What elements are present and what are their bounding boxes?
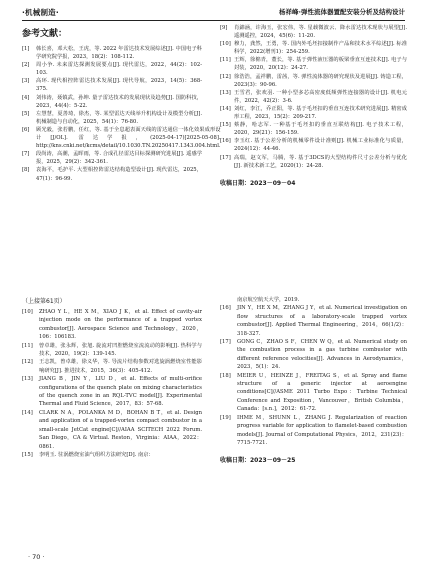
reference-text: 李明玉. 驻涡燃烧室油气组织方法研究[D]. 南京： (39, 451, 154, 458)
reference-text: ZHAO Y L，HE X M，XIAO J K，et al. Effect of cavity-air injection mode on the performance of a trapped vortex combustor[J]. Aerospace Science and Technology，2020，106：106183. (39, 309, 202, 341)
reference-number: [19] (220, 414, 231, 421)
reference-number: [2] (22, 62, 30, 69)
received-date-2: 收稿日期：2023－09－25 (220, 457, 296, 465)
reference-text: 顾光毅，张若鹏，任红，等. 基于全息超表面天线的雷达通信一体化效果成形设计[J/OL]. 雷达学报，(2025-04-17)[2025-05-08]. http://kns.cnki.net/kcms/detail/10.1030.TN.20250417.1343.004.html. (36, 126, 221, 150)
reference-number: [15] (22, 451, 33, 458)
reference-entry (22, 308, 202, 342)
reference-entry (220, 137, 407, 153)
reference-number: [15] (220, 122, 231, 129)
reference-entry (220, 89, 407, 105)
continued-from-note: （上接第61页） (22, 298, 66, 305)
reference-number: [10] (220, 41, 231, 48)
reference-text: 王志凯，曾卓雄，徐义华，等. 导流片结构参数对选旋涡燃烧室性能影响研究[J]. 推进技术，2015，36(3)：405-412. (39, 359, 202, 374)
reference-text: 徐浩浩，孟祥鹏，雷茜，等. 弹性流体器的研究现状及进展[J]. 铸造工程，2023(3)：90-96. (234, 73, 407, 88)
reference-number: [7] (22, 151, 30, 158)
reference-text: 高环. 现代相控阵雷达技术发展[J]. 现代导航，2023，14(5)：368-375. (36, 78, 202, 93)
reference-number: [11] (22, 342, 33, 349)
reference-number: [16] (220, 138, 231, 145)
reference-entry (220, 338, 407, 372)
section-separator (22, 284, 405, 290)
references-section (22, 24, 407, 276)
reference-number: [4] (22, 94, 30, 101)
reference-entry (220, 105, 407, 121)
reference-entry (220, 56, 407, 72)
reference-text: 王雪君，张欢羽. 一种小型多芯高密度低频弹性连接器的设计[J]. 机电元件，2022，42(2)：3-6. (234, 89, 407, 104)
reference-entry (220, 304, 407, 338)
reference-text: 刘红，李江，乔正阳，等. 基于毛坯扣的垂直互连技术研究进展[J]. 精密成形工程，2023，15(2)：209-217. (234, 105, 407, 121)
reference-number: [16] (220, 305, 231, 312)
reference-number: [13] (22, 376, 33, 383)
reference-text: 曾卓雄，张永辉，张旭. 旋流对凹腔燃烧室流流动的影响[J]. 热科学与技术，2020，19(2)：139-145. (39, 342, 202, 358)
continued-references-section (22, 296, 407, 551)
reference-entry (220, 372, 407, 414)
reference-text: 肖錦涵，许海玉，张宏伟，等. 星载微波云、降水雷达技术现状与展望[J]. 遥测遥控，2024，45(6)：11-20. (234, 25, 407, 40)
reference-text: MEIER U，HEINZE J，FREITAG S，et al. Spray and flame structure of a generic injector at aeroengine conditions[C]//ASME 2011 Turbo Expo：Turbine Technical Conference and Exposition，Vancouver，British Columbia，Canada：[s.n.]，2012：61-72. (237, 372, 407, 413)
reference-entry (220, 121, 407, 137)
reference-text: 穆力，龚然，王勇，等. 国内外毛坯扣接制作产品和技术水平综述[J]. 标准科学，2022(增刊1)：254-259. (234, 41, 407, 56)
reference-entry (22, 451, 202, 459)
reference-entry (22, 126, 221, 150)
reference-entry (22, 77, 202, 93)
reference-entry (220, 40, 407, 56)
reference-number: [11] (220, 57, 231, 64)
reference-entry (220, 73, 407, 89)
reference-entry (22, 94, 202, 110)
reference-number: [13] (220, 89, 231, 96)
reference-entry (220, 154, 407, 170)
reference-text: 韩长喜，邓大松，王虎，等. 2022 年雷达技术发展综述[J]. 中国电子科学研究院学报，2023，18(2)：108-112. (36, 46, 202, 61)
reference-text: IHME M，SHUNN L，ZHANG J. Regularization of reaction progress variable for application to flamelet-based combustion models[J]. Journal of Computational Physics，2012，231(23)：7715-7721. (237, 414, 407, 446)
reference-number: [18] (220, 372, 231, 379)
continued-references-left-column (22, 296, 202, 459)
reference-number: [12] (22, 359, 33, 366)
reference-number: [8] (22, 167, 30, 174)
references-heading: 参考文献： (22, 29, 68, 39)
reference-text: 蔡静，哈志军. 一种基于毛坯扣的垂直互联结构[J]. 电子技术工程，2020，29(21)：156-159. (234, 122, 407, 137)
reference-number: [9] (220, 25, 228, 31)
reference-entry (22, 375, 202, 409)
reference-entry (22, 150, 202, 166)
reference-text: CLARK N A，POLANKA M D，BOHAN B T，et al. Design and application of a trapped-vortex compact combustor in a small-scale JetCat engine[C]//AIAA SCITECH 2022 Forum. San Diego，CA & Virtual. Reston，Virginia：AIAA，2022：0861. (39, 409, 202, 450)
reference-text: 李玉红. 基于公差分析的机械零件设计准则[J]. 机械工业标准化与质量，2024(12)：44-46. (234, 138, 407, 153)
reference-entry (220, 414, 407, 448)
reference-text: JIANG B，JIN Y，LIU D，et al. Effects of multi-orifice configurations of the quench plate on mixing characteristics of the quench zone in an RQL-TVC model[J]. Experimental Thermal and Fluid Science，2017，83：57-68. (39, 376, 202, 408)
reference-text: 王辉，徐棉青，董长，等. 基于弹性液压器的板梁垂直互连技术[J]. 电子与封装，2020，20(12)：24-27. (234, 57, 407, 72)
references-left-column (22, 24, 221, 183)
reference-number: [1] (22, 46, 30, 52)
references-right-column (220, 24, 407, 187)
reference-entry (22, 342, 202, 359)
reference-number: [14] (220, 105, 231, 112)
reference-entry (22, 358, 202, 375)
reference-text: 左慧慧，夏善琦，徐杰，等. 某型雷达天线举升机构设计及模型分析[J]. 机械制造与自动化，2025，54(1)：76-80. (36, 110, 202, 125)
reference-entry (22, 45, 202, 61)
running-header (22, 4, 405, 21)
reference-entry (22, 166, 202, 182)
reference-text: JIN Y，HE X M，ZHANG J Y，et al. Numerical investigation on flow structures of a laboratory-scale trapped vortex combustor[J]. Applied Thermal Engineering，2014，66(1/2)：318-327. (237, 305, 407, 337)
received-date: 收稿日期：2023－09－04 (220, 179, 296, 187)
reference-continuation: 南京航空航天大学，2019. (237, 297, 300, 303)
reference-number: [12] (220, 73, 231, 80)
continued-references-right-column (220, 296, 407, 464)
reference-number: [6] (22, 126, 30, 133)
reference-text: 高瑞，赵文军，马腾，等. 基于3DCS的大型结构件尺寸公差分析与优化[J]. 新技术新工艺，2020(1)：24-28. (234, 154, 407, 169)
reference-number: [5] (22, 110, 30, 117)
journal-name: ·机械制造· (22, 8, 59, 17)
reference-text: 刘伟涛，聂镇武，孙坤. 量子雷达技术的发展现状及趋势[J]. 国防科技，2023，44(4)：5-22. (36, 94, 202, 109)
reference-number: [14] (22, 409, 33, 416)
reference-text: 段尚涛，高潮，孟晖雨，等. 合成孔径雷达目标探测研究进展[J]. 遥感学报，2025，29(2)：342-361. (36, 151, 202, 166)
reference-text: 袁海平，毛护平. 大型相控阵雷达结构造型设计[J]. 现代雷达，2025，47(1)：96-99. (36, 167, 202, 182)
reference-entry (220, 24, 407, 40)
reference-entry (22, 409, 202, 451)
page-number: · 70 · (28, 553, 45, 561)
reference-number: [17] (220, 154, 231, 161)
reference-number: [3] (22, 78, 30, 85)
article-title-header: 杨祥峰·弹性流体器置配安装分析及结构设计 (279, 8, 405, 16)
reference-entry (22, 61, 202, 77)
reference-text: 周小争. 未来雷达探测发展要点[J]. 现代雷达，2022，44(2)：102-103. (36, 62, 202, 77)
reference-text: GONG C，ZHAO S F，CHEN W Q，et al. Numerical study on the combustion process in a gas turbine combustor with different reference velocities[J]. Advances in Aerodynamics，2023，5(1)：24. (237, 339, 407, 371)
reference-entry (22, 110, 202, 126)
reference-number: [10] (22, 309, 33, 315)
reference-number: [17] (220, 339, 231, 346)
